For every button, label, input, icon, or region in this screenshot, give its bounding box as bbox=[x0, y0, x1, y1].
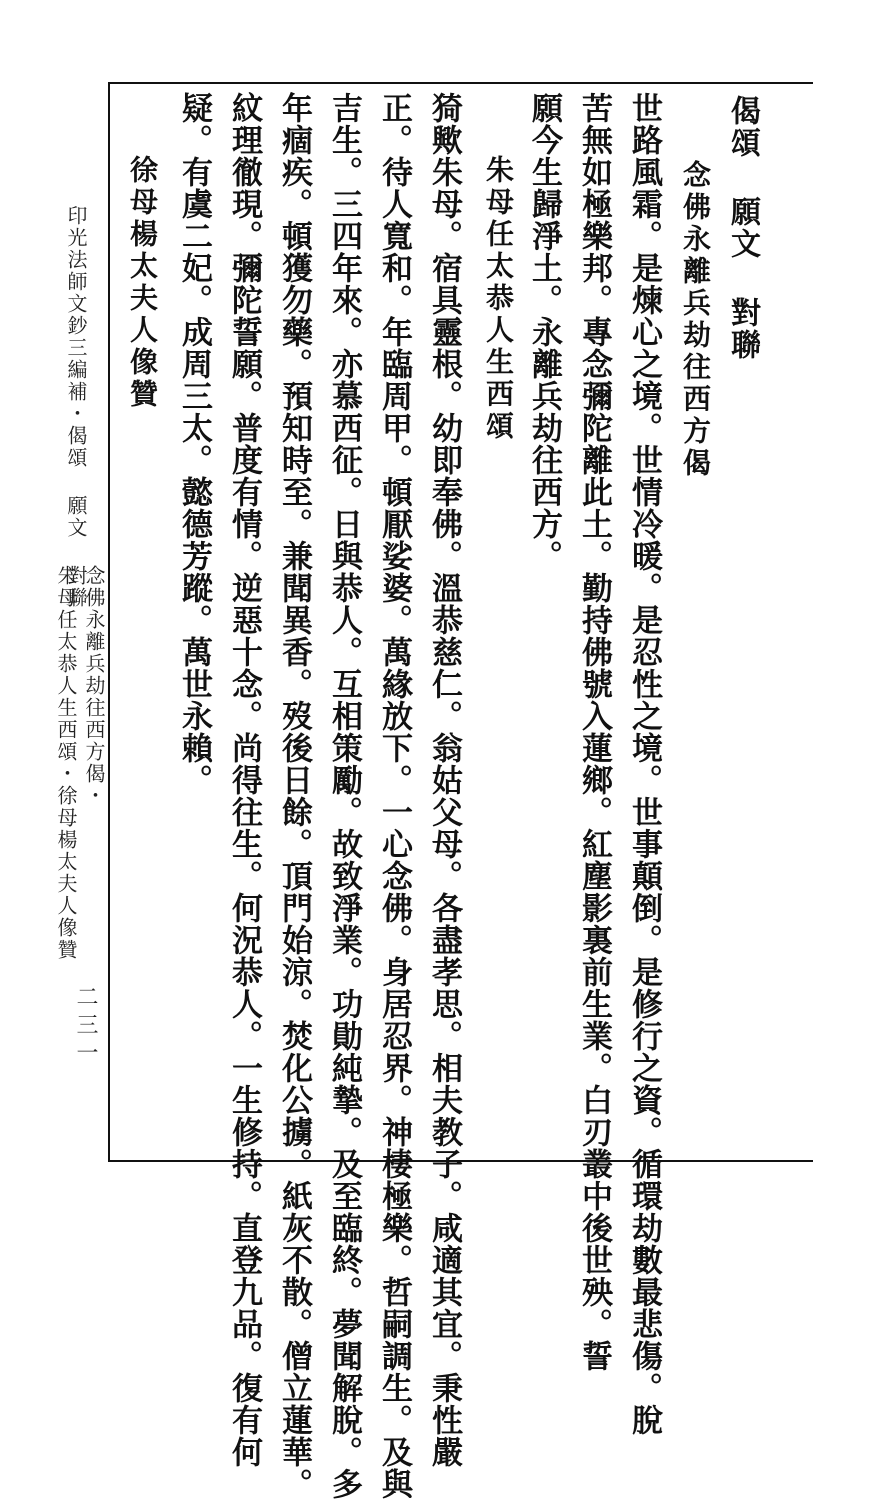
text-column: 年痼疾。頓獲勿藥。預知時至。兼聞異香。歿後日餘。頂門始涼。焚化公擄。紙灰不散。僧立蓮華。 bbox=[276, 92, 312, 1500]
section-title: 徐母楊太夫人像贊 bbox=[126, 155, 159, 411]
text-column: 苦無如極樂邦。專念彌陀離此土。勤持佛號入蓮鄉。紅塵影裏前生業。白刃叢中後世殃。誓 bbox=[576, 92, 612, 1372]
text-column: 猗歟朱母。宿具靈根。幼即奉佛。溫恭慈仁。翁姑父母。各盡孝思。相夫教子。咸適其宜。秉性嚴 bbox=[426, 92, 462, 1468]
contents-line: 念佛永離兵劫往西方偈・ bbox=[82, 565, 106, 807]
section-title: 朱母任太恭人生西頌 bbox=[482, 155, 515, 443]
frame-top-rule bbox=[108, 82, 813, 84]
page-number: 二三一 bbox=[73, 985, 98, 1069]
page-heading: 偈頌 願文 對聯 bbox=[725, 95, 760, 361]
text-column: 吉生。三四年來。亦慕西征。日與恭人。互相策勵。故致淨業。功勛純摯。及至臨終。夢聞解脫。多 bbox=[326, 92, 362, 1500]
text-column: 正。待人寬和。年臨周甲。頓厭娑婆。萬緣放下。一心念佛。身居忍界。神棲極樂。哲嗣調生。及與 bbox=[376, 92, 412, 1500]
text-column: 紋理徹現。彌陀誓願。普度有情。逆惡十念。尚得往生。何況恭人。一生修持。直登九品。復有何 bbox=[226, 92, 262, 1468]
book-title: 印光法師文鈔三編補・偈頌 願文 對聯 bbox=[64, 205, 88, 609]
text-column: 願今生歸淨土。永離兵劫往西方。 bbox=[526, 92, 562, 572]
text-column: 世路風霜。是煉心之境。世情冷暖。是忍性之境。世事顛倒。是修行之資。循環劫數最悲傷。脫 bbox=[626, 92, 662, 1436]
text-column: 疑。有虞二妃。成周三太。懿德芳蹤。萬世永賴。 bbox=[176, 92, 212, 796]
section-title: 念佛永離兵劫往西方偈 bbox=[679, 160, 712, 480]
contents-line: 朱母任太恭人生西頌・徐母楊太夫人像贊 bbox=[54, 565, 78, 961]
